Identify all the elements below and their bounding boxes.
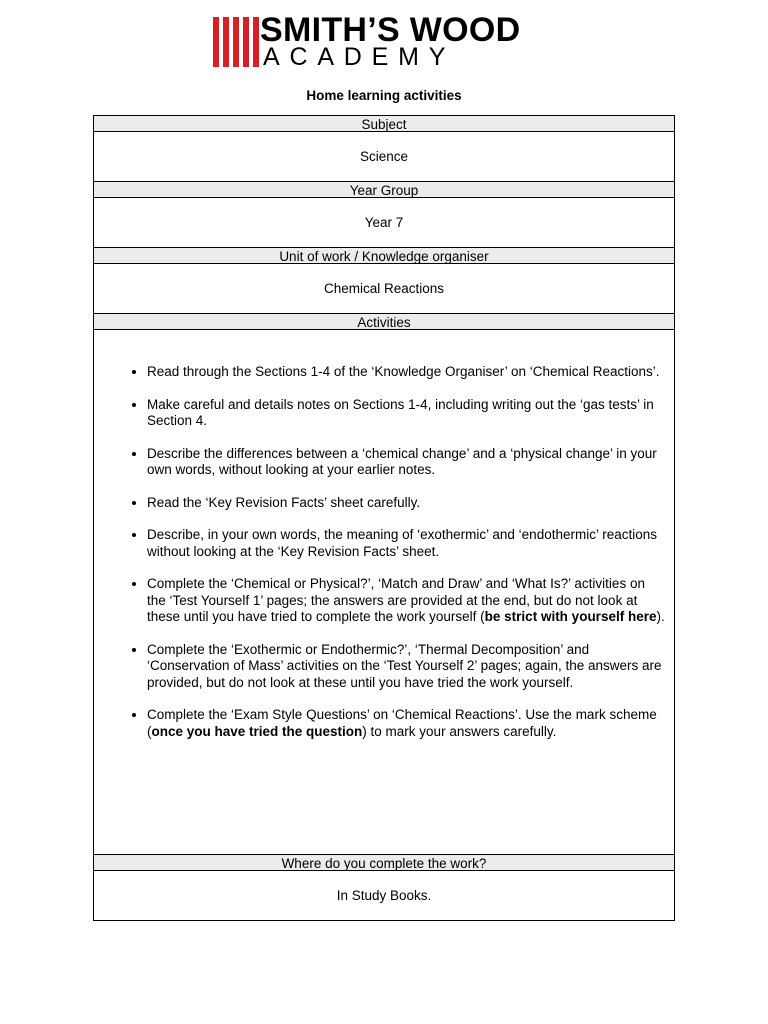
emphasis-text: once you have tried the question — [151, 723, 363, 739]
logo-school-name: SMITH’S WOOD — [260, 11, 521, 49]
activity-item: • Describe, in your own words, the meaning of ‘exothermic’ and ‘endothermic’ reactions without looking at the ‘Key Revision Facts’ sheet. — [147, 527, 666, 560]
activity-item: • Complete the ‘Exothermic or Endothermic?’, ‘Thermal Decomposition’ and ‘Conservation of Mass’ activities on the ‘Test Yourself 2’ pages; again, the answers are provided, but do not look at these until you have tried the work yourself. — [147, 642, 666, 692]
year-group-value: Year 7 — [93, 198, 675, 248]
activities-list — [94, 364, 674, 740]
emphasis-text: be strict with yourself here — [484, 609, 657, 624]
unit-value: Chemical Reactions — [93, 264, 675, 314]
activity-item: • Complete the ‘Chemical or Physical?’, ‘Match and Draw’ and ‘What Is?’ activities on the ‘Test Yourself 1’ pages; the answers are provided at the end, but do not look at these until you have tried to complete the work yourself (be strict with yourself here). — [147, 576, 666, 626]
academy-logo — [213, 11, 558, 71]
activity-item: • Read through the Sections 1-4 of the ‘Knowledge Organiser’ on ‘Chemical Reactions’. — [147, 364, 666, 381]
unit-header: Unit of work / Knowledge organiser — [93, 247, 675, 264]
activities-header: Activities — [93, 313, 675, 330]
activity-item: • Make careful and details notes on Sections 1-4, including writing out the ‘gas tests’ in Section 4. — [147, 397, 666, 430]
document-title: Home learning activities — [306, 88, 462, 103]
activities-form-table — [93, 115, 675, 921]
year-group-header: Year Group — [93, 181, 675, 198]
subject-header: Subject — [93, 115, 675, 132]
where-value: In Study Books. — [93, 871, 675, 921]
activities-list-cell — [93, 330, 675, 855]
subject-value: Science — [93, 132, 675, 182]
activity-item: • Describe the differences between a ‘chemical change’ and a ‘physical change’ in your own words, without looking at your earlier notes. — [147, 446, 666, 479]
where-header: Where do you complete the work? — [93, 854, 675, 871]
logo-bars-mark — [213, 17, 259, 67]
logo-academy-word: ACADEMY — [263, 43, 456, 71]
activity-item: • Complete the ‘Exam Style Questions’ on ‘Chemical Reactions’. Use the mark scheme (once you have tried the question) to mark your answers carefully. — [147, 707, 666, 740]
activity-item: • Read the ‘Key Revision Facts’ sheet carefully. — [147, 495, 666, 512]
